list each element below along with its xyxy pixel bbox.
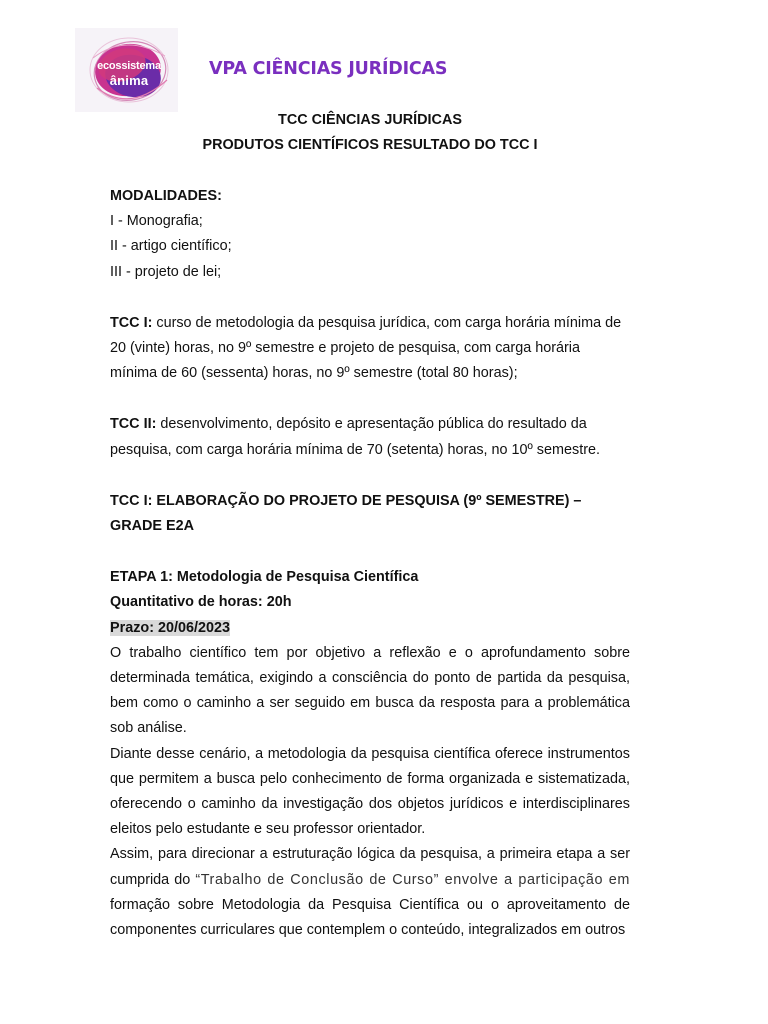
- para3-quote: “Trabalho de Conclusão de Curso” envolve a participação em: [195, 871, 630, 888]
- doc-subtitle: PRODUTOS CIENTÍFICOS RESULTADO DO TCC I: [202, 137, 538, 153]
- logo-text-line2: ânima: [109, 73, 149, 88]
- modalidade-item: I - Monografia;: [110, 213, 203, 230]
- org-title: VPA CIÊNCIAS JURÍDICAS: [209, 59, 448, 79]
- tcc2-text: desenvolvimento, depósito e apresentação pública do resultado da pesquisa, com carga horária mínima de 70 (setenta) horas, no 10º semestre.: [110, 416, 600, 458]
- etapa1-paragraph-1: O trabalho científico tem por objetivo a reflexão e o aprofundamento sobre determinada temática, exigindo a consciência do ponto de partida da pesquisa, bem como o caminho a ser seguido em busca da resposta para a problemática sob análise.: [110, 644, 630, 737]
- etapa1-paragraph-3: [110, 842, 630, 943]
- modalidade-item: III - projeto de lei;: [110, 263, 222, 280]
- etapa1-deadline-row: [110, 616, 630, 641]
- etapa1-hours: Quantitativo de horas: 20h: [110, 594, 292, 611]
- modalidades-heading: MODALIDADES:: [110, 188, 222, 204]
- section-heading: TCC I: ELABORAÇÃO DO PROJETO DE PESQUISA (9º SEMESTRE) – GRADE E2A: [110, 492, 582, 535]
- header: [75, 28, 695, 114]
- etapa1-paragraph-2: Diante desse cenário, a metodologia da pesquisa científica oferece instrumentos que permitem a busca pelo conhecimento de forma organizada e sistematizada, oferecendo o caminho da investigação dos objetos jurídicos e interdisciplinares eleitos pelo estudante e seu professor orientador.: [110, 745, 630, 838]
- tcc1-paragraph: [110, 311, 630, 387]
- doc-title: TCC CIÊNCIAS JURÍDICAS: [278, 112, 462, 128]
- tcc1-text: curso de metodologia da pesquisa jurídica, com carga horária mínima de 20 (vinte) horas, no 9º semestre e projeto de pesquisa, com carga horária mínima de 60 (sessenta) horas, no 9º semestre (total 80 horas);: [110, 314, 622, 382]
- para3-end: formação sobre Metodologia da Pesquisa Científica ou o aproveitamento de componentes curriculares que contemplem o conteúdo, integralizados em outros: [110, 896, 630, 939]
- etapa1-deadline: Prazo: 20/06/2023: [110, 619, 231, 636]
- ecossistema-anima-logo: [75, 28, 178, 112]
- modalidade-item: II - artigo científico;: [110, 238, 232, 255]
- tcc2-paragraph: [110, 412, 630, 462]
- tcc2-label: TCC II:: [110, 416, 157, 433]
- para3-start: Assim, para direcionar a estruturação lógica da pesquisa, a primeira etapa a ser cumprida do: [110, 846, 630, 888]
- tcc1-label: TCC I:: [110, 314, 153, 331]
- document-body: [110, 108, 630, 943]
- etapa1-title: ETAPA 1: Metodologia de Pesquisa Científica: [110, 569, 419, 586]
- logo-text-line1: ecossistema: [97, 60, 161, 72]
